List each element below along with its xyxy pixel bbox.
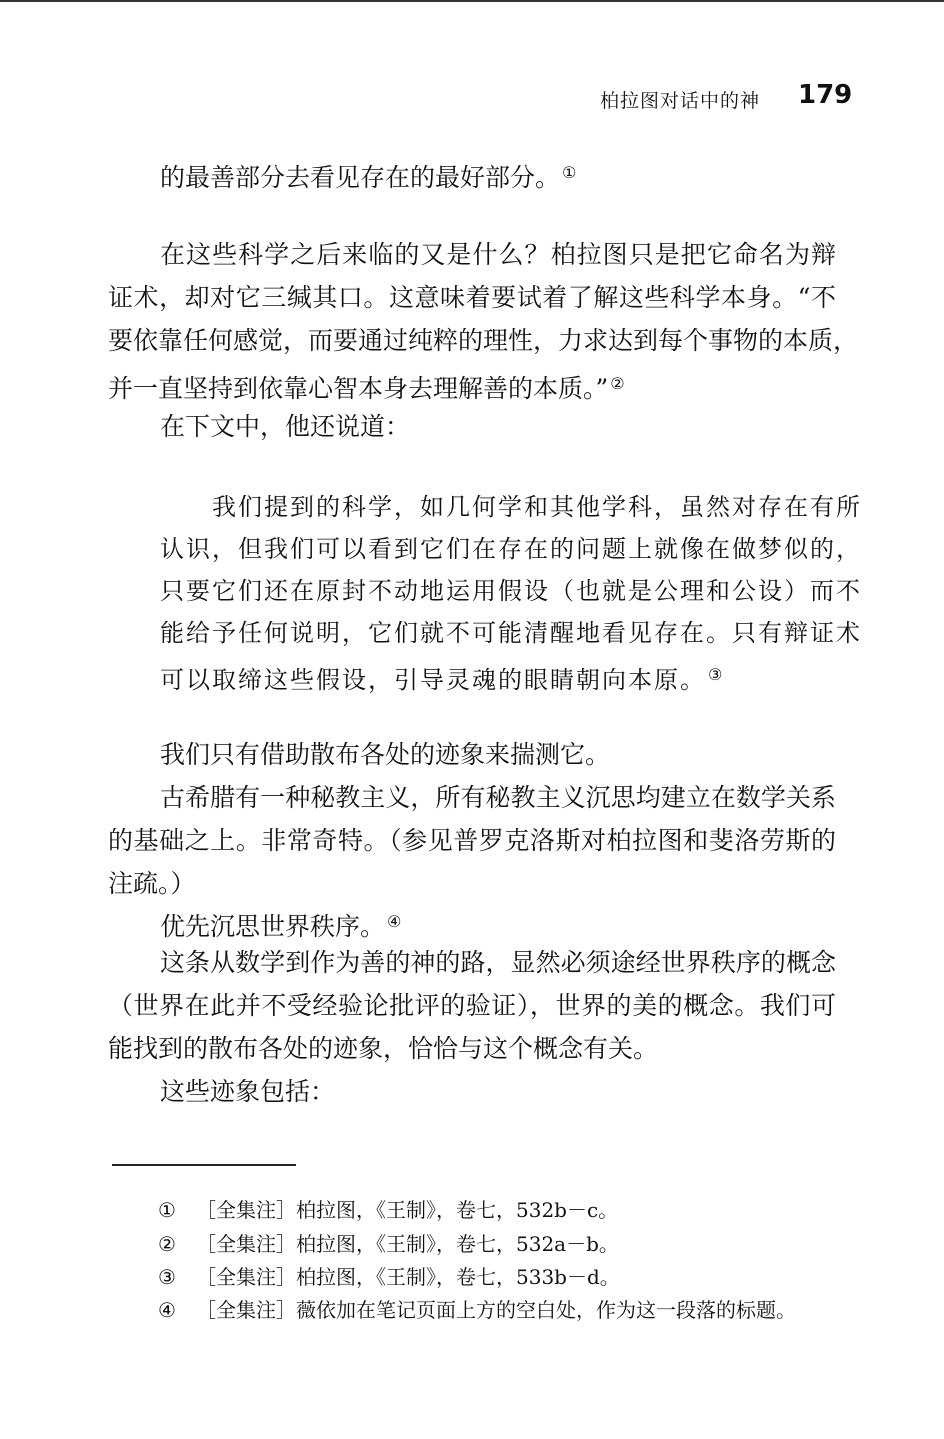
paragraph-5-line-1: 古希腊有一种秘教主义，所有秘教主义沉思均建立在数学关系 (160, 783, 836, 812)
footnote-ref-4[interactable]: ④ (387, 912, 402, 931)
paragraph-8: 这些迹象包括： (160, 1077, 336, 1106)
footnote-2 (158, 1230, 619, 1258)
paragraph-5-line-3: 注疏。） (108, 869, 196, 898)
paragraph-2-line-4 (108, 367, 625, 406)
footnote-4-marker: ④ (158, 1298, 176, 1322)
footnote-1 (158, 1196, 618, 1224)
footnote-divider (112, 1164, 296, 1166)
paragraph-7-line-3: 能找到的散布各处的迹象，恰恰与这个概念有关。 (108, 1034, 659, 1063)
quote-line-3: 只要它们还在原封不动地运用假设（也就是公理和公设）而不 (160, 577, 862, 605)
page-number: 179 (798, 80, 853, 110)
paragraph-6 (160, 905, 401, 944)
quote-line-2: 认识，但我们可以看到它们在存在的问题上就像在做梦似的， (160, 535, 862, 563)
quote-line-5 (160, 658, 724, 697)
footnote-ref-2[interactable]: ② (610, 374, 625, 393)
footnote-3 (158, 1263, 620, 1291)
quote-line-1: 我们提到的科学，如几何学和其他学科，虽然对存在有所 (212, 493, 862, 521)
paragraph-2-line-4-text: 并一直坚持到依靠心智本身去理解善的本质。” (108, 374, 609, 403)
footnote-4-text: ［全集注］薇依加在笔记页面上方的空白处，作为这一段落的标题。 (196, 1298, 796, 1322)
footnote-ref-1[interactable]: ① (562, 163, 577, 182)
footnote-4 (158, 1296, 796, 1324)
paragraph-6-text: 优先沉思世界秩序。 (160, 912, 386, 941)
paragraph-7-line-1: 这条从数学到作为善的神的路，显然必须途经世界秩序的概念 (160, 948, 836, 977)
quote-line-4: 能给予任何说明，它们就不可能清醒地看见存在。只有辩证术 (160, 619, 862, 647)
quote-line-5-text: 可以取缔这些假设，引导灵魂的眼睛朝向本原。 (160, 666, 706, 694)
top-border (0, 0, 944, 2)
paragraph-7-line-2: （世界在此并不受经验论批评的验证），世界的美的概念。我们可 (108, 991, 836, 1020)
footnote-3-text: ［全集注］柏拉图，《王制》，卷七，533b－d。 (196, 1265, 620, 1289)
paragraph-2-line-1: 在这些科学之后来临的又是什么？柏拉图只是把它命名为辩 (160, 240, 836, 269)
footnote-2-marker: ② (158, 1232, 176, 1256)
running-header-title: 柏拉图对话中的神 (600, 90, 761, 112)
footnote-1-marker: ① (158, 1198, 176, 1222)
footnote-ref-3[interactable]: ③ (708, 665, 725, 684)
paragraph-1 (160, 156, 576, 195)
paragraph-5-line-2: 的基础之上。非常奇特。（参见普罗克洛斯对柏拉图和斐洛劳斯的 (108, 826, 836, 855)
paragraph-2-line-2: 证术，却对它三缄其口。这意味着要试着了解这些科学本身。“不 (108, 283, 836, 312)
footnote-3-marker: ③ (158, 1265, 176, 1289)
paragraph-1-text: 的最善部分去看见存在的最好部分。 (160, 163, 561, 192)
paragraph-3: 在下文中，他还说道： (160, 412, 411, 441)
footnote-1-text: ［全集注］柏拉图，《王制》，卷七，532b－c。 (196, 1198, 619, 1222)
paragraph-4: 我们只有借助散布各处的迹象来揣测它。 (160, 740, 611, 769)
paragraph-2-line-3: 要依靠任何感觉，而要通过纯粹的理性，力求达到每个事物的本质， (108, 326, 859, 355)
footnote-2-text: ［全集注］柏拉图，《王制》，卷七，532a－b。 (196, 1232, 619, 1256)
